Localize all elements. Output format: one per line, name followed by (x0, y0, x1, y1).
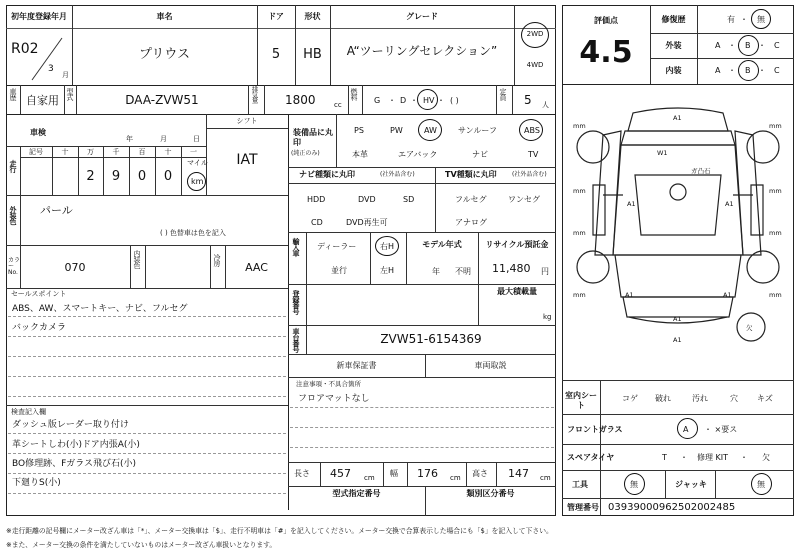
equip-navi: ナビ (472, 150, 488, 159)
diagram-mm: mm (573, 229, 586, 237)
glass-rest: ・ ×要ス (704, 425, 738, 434)
equip-abs: ABS (524, 126, 540, 135)
aw-circle (418, 119, 442, 141)
ext-dot: ・ (758, 41, 766, 50)
seat-opt-koge: コゲ (622, 394, 638, 403)
width-header: 幅 (390, 469, 398, 478)
sales-point-line: ABS、AW、スマートキー、ナビ、フルセグ (12, 304, 188, 314)
footer-line-1: ※走行距離の記号欄にメーター改ざん車は「*」、メーター交換車は「$」、走行不明車は「#」を記入してください。メーター交換で合算表示した場合にも「$」を記入して下さい。 (6, 527, 553, 535)
mileage-digit: 0 (137, 169, 147, 184)
tools-circle (624, 473, 645, 495)
ext-a: A (715, 41, 721, 50)
yen-unit: 円 (541, 267, 549, 276)
chassis-header: 車台番号 (292, 328, 300, 352)
diagram-label-a1-rear: A1 (673, 315, 682, 323)
fuel-hv-circle (417, 89, 438, 110)
color-change-note: ( ) 色替車は色を記入 (160, 229, 226, 237)
digit-header-0: 十 (61, 148, 69, 156)
right-h-circle (375, 236, 399, 256)
km-circle (187, 172, 206, 191)
inspection-note-line: 革シートしわ(小)ドア内張A(小) (12, 440, 140, 450)
digit-header-5: 一 (190, 148, 197, 156)
fuel-d: D (400, 96, 407, 105)
recycle-header: リサイクル預託金 (485, 240, 549, 249)
warranty-label: 新車保証書 (336, 361, 377, 370)
ext-c: C (774, 41, 780, 50)
navi-dvd-play: DVD再生可 (346, 218, 388, 227)
spare-header: スペアタイヤ (567, 453, 615, 462)
car-name-value: プリウス (138, 47, 191, 62)
diagram-label-a1-left: A1 (627, 200, 636, 208)
spare-opt-kit: 修理 KIT (697, 453, 729, 462)
width-unit: cm (450, 474, 461, 482)
inspection-note-line: 下廻りS(小) (12, 478, 61, 488)
seat-opt-ana: 穴 (730, 394, 738, 403)
interior-b-circle (738, 60, 759, 81)
color-no-value: 070 (64, 261, 86, 274)
import-parallel: 並行 (331, 266, 347, 275)
recycle-value: 11,480 (492, 262, 531, 275)
digit-header-1: 万 (87, 148, 94, 156)
glass-a: A (683, 425, 689, 434)
int-b: B (745, 66, 751, 75)
equipment-sub: (純正のみ) (291, 150, 320, 157)
tv-oneseg: ワンセグ (508, 195, 540, 204)
sales-point-line: バックカメラ (12, 323, 67, 333)
notes-line: フロアマットなし (298, 394, 370, 404)
mileage-digit: 9 (111, 169, 121, 184)
car-condition-diagram (563, 85, 793, 380)
abs-circle (519, 119, 543, 141)
cc-unit: cc (334, 101, 342, 109)
import-right-h: 右H (380, 242, 395, 251)
drive-4wd: 4WD (526, 61, 544, 69)
month-value: 3 (48, 64, 54, 74)
diagram-label-w1: W1 (657, 149, 668, 157)
diagram-label-a1-rr: A1 (723, 291, 732, 299)
fuel-dot-3: ・ (437, 96, 445, 105)
diagram-mm: mm (769, 229, 782, 237)
seat-header: 室内シート (565, 391, 597, 410)
km-label: km (191, 177, 204, 186)
shape-header: 形状 (304, 12, 321, 21)
width-value: 176 (417, 467, 438, 480)
digit-header-4: 十 (164, 148, 172, 156)
diagram-mm: mm (769, 122, 782, 130)
shift-header: シフト (236, 117, 258, 125)
chassis-value: ZVW51-6154369 (380, 332, 482, 346)
score-value: 4.5 (579, 35, 633, 70)
ext-dot: ・ (728, 41, 736, 50)
repair-no-circle (751, 9, 771, 29)
score-header: 評価点 (594, 16, 618, 25)
usage-value: 自家用 (26, 94, 59, 107)
interior-color-header: 内装色 (133, 250, 141, 268)
drive-2wd: 2WD (526, 30, 544, 38)
month-unit: 月 (62, 71, 69, 79)
fuel-header: 燃料 (350, 88, 358, 100)
grade-value: A“ツーリングセレクション” (346, 44, 498, 58)
interior-header: 内装 (665, 66, 682, 75)
import-header: 輸入車 (292, 238, 300, 256)
ac-value: AAC (245, 261, 268, 274)
seat-opt-kizu: キズ (757, 394, 773, 403)
diagram-label-ketsu: 欠 (746, 324, 753, 332)
spare-opt-ketsu: 欠 (762, 453, 770, 462)
ext-b: B (745, 41, 751, 50)
ac-header: 冷房 (213, 254, 221, 266)
equip-ps: PS (354, 126, 364, 135)
door-header: ドア (268, 12, 284, 21)
height-value: 147 (508, 467, 529, 480)
diagram-label-a1-right: A1 (725, 200, 734, 208)
displacement-header: 排気量 (250, 86, 259, 103)
fuel-dot-1: ・ (388, 96, 396, 105)
class-header: 類別区分番号 (466, 489, 515, 498)
spare-opt-t: T (662, 453, 667, 462)
equip-aw: AW (424, 126, 437, 135)
jack-value: 無 (757, 480, 765, 489)
digit-header-2: 千 (112, 148, 120, 156)
int-dot: ・ (728, 66, 736, 75)
navi-dvd: DVD (358, 195, 376, 204)
spare-dot: ・ (680, 453, 688, 462)
fuel-dot-2: ・ (410, 96, 418, 105)
jack-header: ジャッキ (675, 480, 707, 489)
tv-fullseg: フルセグ (455, 195, 487, 204)
diagram-mm: mm (769, 291, 782, 299)
tools-header: 工具 (572, 480, 588, 489)
model-header: 型式 (66, 88, 74, 100)
diagram-label-a1-bottom: A1 (673, 336, 682, 344)
color-no-header: カラーNo. (8, 257, 21, 276)
registration-header: 登録番号 (292, 290, 300, 314)
displacement-value: 1800 (285, 93, 316, 107)
reg-year-header: 初年度登録年月 (11, 12, 67, 21)
length-value: 457 (330, 467, 351, 480)
fuel-g: G (374, 96, 381, 105)
navi-hdd: HDD (307, 195, 326, 204)
spare-dot: ・ (740, 453, 748, 462)
navi-sd: SD (403, 195, 415, 204)
height-header: 高さ (472, 469, 488, 478)
capacity-value: 5 (524, 93, 532, 107)
equipment-header: 装備品に丸印 (293, 128, 333, 147)
import-left-h: 左H (380, 266, 395, 275)
diagram-label-ga: ガ凸石 (691, 167, 711, 175)
repair-dot: ・ (740, 15, 748, 24)
capacity-header: 定員 (499, 88, 507, 100)
repair-no: 無 (757, 15, 765, 24)
diagram-mm: mm (573, 122, 586, 130)
tools-value: 無 (630, 480, 638, 489)
seat-opt-yabure: 破れ (655, 394, 671, 403)
exterior-color-header: 外装色 (9, 206, 17, 224)
digit-header-3: 百 (138, 148, 146, 156)
import-dealer: ディーラー (317, 242, 357, 251)
footer-line-2: ※また、メーター交換の条件を満たしていないものはメーター改ざん車扱いとなります。 (6, 541, 277, 549)
tv-header: TV種類に丸印 (445, 170, 497, 179)
mileage-header: 走行 (9, 160, 17, 172)
shaken-header: 車検 (30, 128, 46, 137)
height-unit: cm (540, 474, 551, 482)
inspection-notes-header: 検査記入欄 (11, 408, 46, 416)
type-designation-header: 型式指定番号 (332, 489, 381, 498)
sales-points-header: セールスポイント (11, 290, 67, 298)
equip-pw: PW (390, 126, 403, 135)
shaken-year: 年 (126, 135, 133, 143)
model-value: DAA-ZVW51 (125, 93, 199, 107)
shape-value: HB (303, 47, 322, 62)
model-year-header: モデル年式 (422, 240, 462, 249)
notes-header: 注意事項・不具合箇所 (296, 380, 361, 388)
diagram-label-a1-rl: A1 (625, 291, 634, 299)
grade-header: グレード (406, 12, 438, 21)
equip-tv: TV (528, 150, 539, 159)
seat-opt-yogore: 汚れ (692, 394, 708, 403)
navi-header: ナビ種類に丸印 (299, 170, 355, 179)
usage-header: 車歴 (9, 88, 17, 100)
diagram-mm: mm (573, 291, 586, 299)
equip-airbag: エアバック (398, 150, 438, 159)
exterior-header: 外装 (665, 41, 682, 50)
shift-value: IAT (236, 152, 258, 168)
mileage-sub-header: 記号 (29, 148, 43, 156)
era-value: R02 (11, 41, 39, 57)
fuel-hv: HV (423, 96, 435, 105)
int-a: A (715, 66, 721, 75)
int-c: C (774, 66, 780, 75)
manual-label: 車両取説 (474, 361, 507, 370)
equip-leather: 本革 (352, 150, 368, 159)
length-header: 長さ (294, 469, 310, 478)
tv-sub: (社外品含む) (512, 171, 547, 178)
glass-a-circle (677, 418, 698, 439)
tv-analog: アナログ (455, 218, 487, 227)
diagram-mm: mm (573, 187, 586, 195)
model-year-value: 不明 (455, 267, 471, 276)
car-name-header: 車名 (156, 12, 173, 21)
equip-sunroof: サンルーフ (458, 126, 497, 135)
navi-sub: (社外品含む) (380, 171, 415, 178)
length-unit: cm (364, 474, 375, 482)
exterior-b-circle (738, 35, 759, 56)
model-year-year: 年 (432, 267, 440, 276)
int-dot: ・ (758, 66, 766, 75)
max-load-header: 最大積載量 (497, 287, 537, 296)
repair-yes: 有 (727, 15, 735, 24)
mileage-digit: 2 (86, 169, 95, 184)
diagram-label-a1-top: A1 (673, 114, 682, 122)
fuel-other: ( ) (450, 96, 459, 105)
mileage-digit: 0 (163, 169, 173, 184)
navi-cd: CD (311, 218, 323, 227)
inspection-note-line: BO修理跡、Fガラス飛び石(小) (12, 459, 137, 469)
mile-label: マイル (187, 159, 208, 167)
glass-header: フロントガラス (567, 425, 623, 434)
exterior-color-value: パール (40, 204, 73, 217)
repair-header: 修復歴 (661, 15, 686, 24)
persons-unit: 人 (542, 101, 549, 109)
diagram-mm: mm (769, 187, 782, 195)
mgmt-value: 03939000962502002485 (608, 502, 736, 513)
kg-unit: kg (543, 313, 552, 321)
shaken-month: 月 (160, 135, 167, 143)
inspection-note-line: ダッシュ版レーダー取り付け (12, 420, 129, 430)
shaken-day: 日 (193, 135, 200, 143)
jack-circle (751, 473, 772, 495)
mgmt-header: 管理番号 (567, 503, 599, 512)
door-value: 5 (271, 47, 281, 62)
